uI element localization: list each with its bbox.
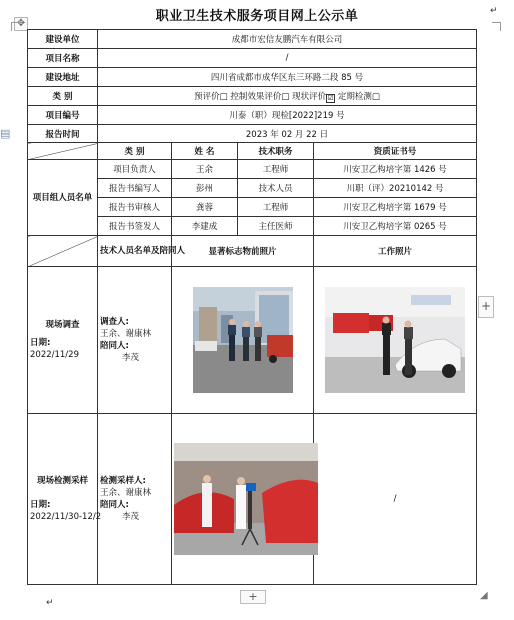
project-value[interactable]: /: [98, 49, 477, 68]
members-header-name: 姓 名: [172, 143, 238, 160]
member-category[interactable]: 项目负责人: [98, 160, 172, 179]
companion-name: 李茂: [122, 512, 140, 522]
table-row: [28, 160, 477, 179]
member-name[interactable]: 王余: [172, 160, 238, 179]
tech-staff-header: 技术人员名单及陪同人: [98, 236, 172, 267]
survey-label-cell: [28, 267, 98, 414]
member-cert[interactable]: 川安卫乙构培字第 1679 号: [314, 198, 477, 217]
type-options-text: 预评价□ 控制效果评价□ 现状评价: [194, 91, 327, 102]
sampling-label: 现场检测采样: [36, 476, 88, 486]
landmark-photo-image: [193, 287, 293, 393]
type-value[interactable]: [98, 87, 477, 106]
members-header-title: 技术职务: [238, 143, 314, 160]
investigator-label: 调查人:: [100, 317, 129, 327]
sampling-photo[interactable]: [174, 443, 318, 555]
member-name[interactable]: 龚蓉: [172, 198, 238, 217]
address-label: 建设地址: [28, 68, 98, 87]
checked-checkbox[interactable]: ☑: [327, 93, 334, 102]
address-value[interactable]: 四川省成都市成华区东三环路二段 85 号: [98, 68, 477, 87]
work-photo-image: [325, 287, 465, 393]
member-name[interactable]: 李建成: [172, 217, 238, 236]
table-move-handle[interactable]: ✥: [14, 17, 28, 31]
landmark-photo-header: 显著标志物前照片: [172, 236, 314, 267]
companion-name: 李茂: [122, 353, 140, 363]
work-photo-cell: [314, 267, 477, 414]
type-label: 类 别: [28, 87, 98, 106]
member-cert[interactable]: 川安卫乙构培字第 0265 号: [314, 217, 477, 236]
add-column-button[interactable]: +: [478, 296, 494, 318]
survey-row: [28, 267, 477, 414]
type-options-text-2: 定期检测: [335, 91, 372, 102]
date-label: 报告时间: [28, 125, 98, 143]
member-cert[interactable]: 川安卫乙构培字第 1426 号: [314, 160, 477, 179]
sampling-label-cell: [28, 414, 102, 585]
document-icon: ▤: [0, 127, 11, 140]
member-category[interactable]: 报告书编写人: [98, 179, 172, 198]
sampling-date-value: 2022/11/30-12/2: [30, 512, 102, 522]
member-title[interactable]: 工程师: [238, 160, 314, 179]
project-label: 项目名称: [28, 49, 98, 68]
paragraph-mark-icon: ↵: [490, 6, 498, 16]
sampling-row: [28, 414, 477, 585]
sampling-work-photo-cell[interactable]: /: [314, 414, 477, 585]
photo-header-row: [28, 236, 477, 267]
member-category[interactable]: 报告书签发人: [98, 217, 172, 236]
landmark-photo[interactable]: [193, 287, 293, 393]
date-value[interactable]: 2023 年 02 月 22 日: [98, 125, 477, 143]
survey-label: 现场调查: [45, 320, 80, 330]
unit-value[interactable]: 成都市宏信友鹏汽车有限公司: [98, 30, 477, 49]
sampling-photo-cell: [172, 414, 314, 585]
member-title[interactable]: 主任医师: [238, 217, 314, 236]
member-category[interactable]: 报告书审核人: [98, 198, 172, 217]
unit-row: [28, 30, 477, 49]
margin-corner-top-left: [11, 22, 20, 31]
type-row: [28, 87, 477, 106]
sampling-date-label: 日期:: [30, 500, 51, 510]
survey-date-label: 日期:: [30, 338, 51, 348]
companion-label: 陪同人:: [100, 500, 129, 510]
unit-label: 建设单位: [28, 30, 98, 49]
members-header-category: 类 别: [98, 143, 172, 160]
member-name[interactable]: 彭州: [172, 179, 238, 198]
member-title[interactable]: 工程师: [238, 198, 314, 217]
address-row: [28, 68, 477, 87]
sampling-photo-image: [174, 443, 318, 555]
add-row-button[interactable]: +: [240, 590, 266, 604]
sampling-staff-cell: [98, 414, 172, 585]
sampler-names: 王余、谢康林: [100, 488, 152, 498]
members-group-label: 项目组人员名单: [28, 160, 98, 236]
margin-corner-top-right: [492, 22, 501, 31]
disclosure-table: [27, 29, 477, 585]
landmark-photo-cell: [172, 267, 314, 414]
unchecked-checkbox[interactable]: □: [371, 91, 380, 102]
number-row: [28, 106, 477, 125]
sampler-label: 检测采样人:: [100, 476, 146, 486]
survey-staff-cell: [98, 267, 172, 414]
project-row: [28, 49, 477, 68]
companion-label: 陪同人:: [100, 341, 129, 351]
date-row: [28, 125, 477, 143]
survey-date-value: 2022/11/29: [30, 350, 79, 360]
member-title[interactable]: 技术人员: [238, 179, 314, 198]
page-title: 职业卫生技术服务项目网上公示单: [155, 9, 359, 24]
number-label: 项目编号: [28, 106, 98, 125]
number-value[interactable]: 川泰（职）现检[2022]219 号: [98, 106, 477, 125]
members-header-row: [28, 143, 477, 160]
members-header-cert: 资质证书号: [314, 143, 477, 160]
member-cert[interactable]: 川职（评）20210142 号: [314, 179, 477, 198]
investigator-names: 王余、谢康林: [100, 329, 152, 339]
table-resize-handle[interactable]: ◢: [480, 590, 488, 601]
paragraph-mark-icon: ↵: [46, 598, 54, 608]
diagonal-cell: [28, 236, 98, 267]
work-photo[interactable]: [325, 287, 465, 393]
work-photo-header: 工作照片: [314, 236, 477, 267]
diagonal-cell: [28, 143, 98, 160]
